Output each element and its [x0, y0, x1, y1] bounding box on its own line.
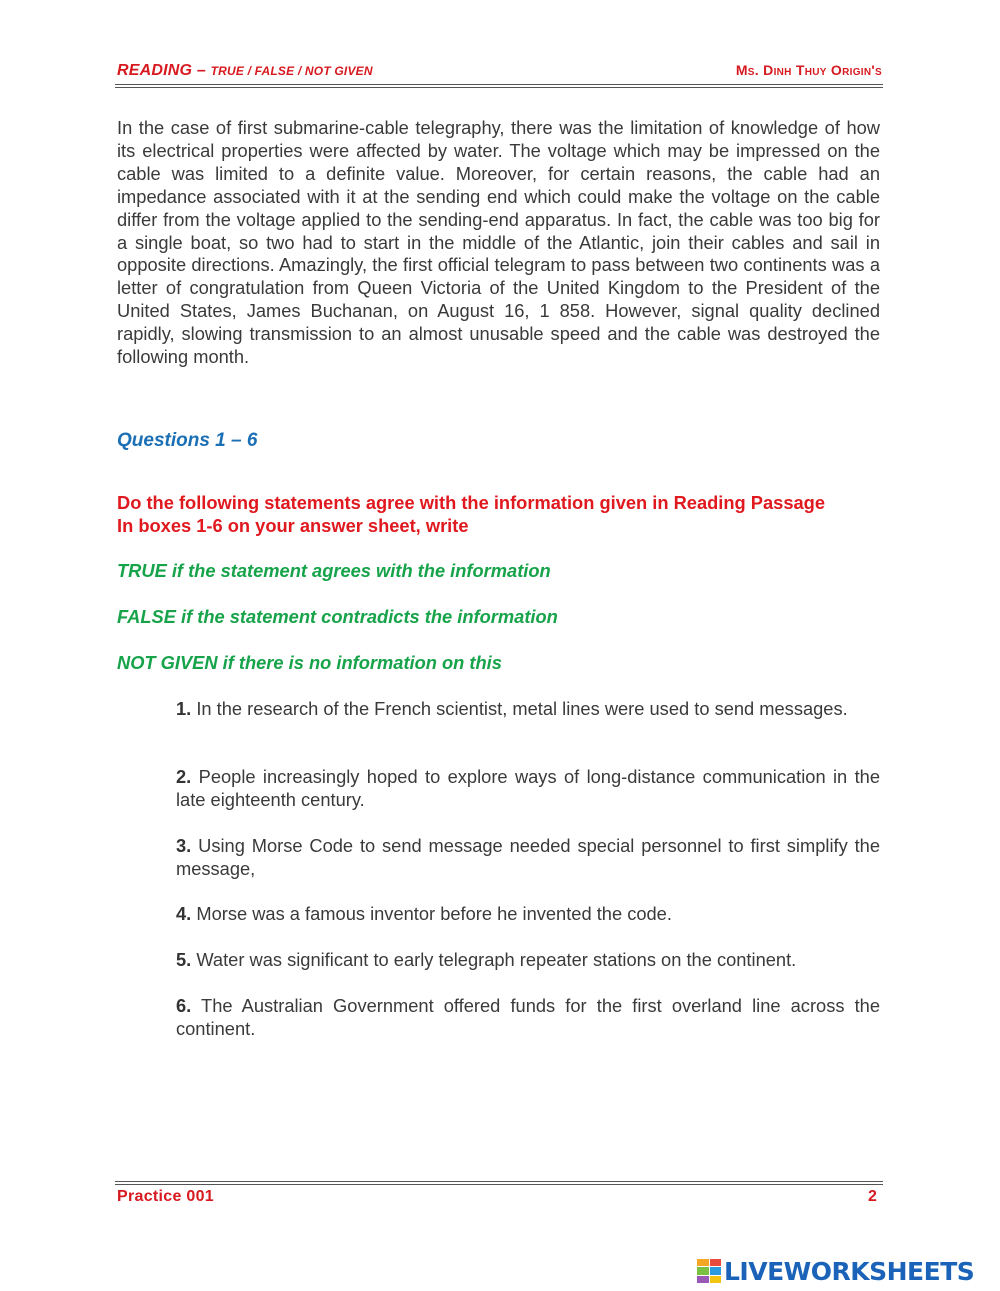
icon-block [710, 1267, 722, 1274]
legend-true: TRUE if the statement agrees with the information [117, 560, 551, 581]
page-header [117, 62, 882, 84]
statement-text: Using Morse Code to send message needed special personnel to first simplify the message, [176, 835, 880, 879]
header-title-main: READING – [117, 62, 211, 79]
statement-text: People increasingly hoped to explore ways of long-distance communication in the late eighteenth century. [176, 766, 880, 810]
statement-number: 2. [176, 766, 192, 787]
statement-number: 4. [176, 903, 192, 924]
icon-block [697, 1276, 709, 1283]
instruction-line-1: Do the following statements agree with the information given in Reading Passage [117, 492, 825, 513]
header-author: Ms. Dinh Thuy Origin's [735, 62, 882, 78]
icon-block [710, 1259, 722, 1266]
statement-number: 6. [176, 995, 192, 1016]
statement-number: 3. [176, 835, 192, 856]
legend-not-given: NOT GIVEN if there is no information on this [117, 652, 502, 673]
header-title [117, 62, 373, 80]
liveworksheets-wordmark: LIVEWORKSHEETS [724, 1256, 975, 1286]
header-divider [115, 84, 883, 88]
statement-text: In the research of the French scientist, metal lines were used to send messages. [196, 698, 848, 719]
statement-text: The Australian Government offered funds for the first overland line across the continent. [176, 995, 881, 1039]
instruction-line-2: In boxes 1-6 on your answer sheet, write [117, 515, 469, 536]
statement-4 [176, 903, 880, 926]
footer-divider [115, 1181, 883, 1185]
header-title-sub: TRUE / FALSE / NOT GIVEN [210, 64, 373, 78]
footer-practice-label: Practice 001 [117, 1188, 215, 1205]
legend-false: FALSE if the statement contradicts the information [117, 606, 558, 627]
questions-heading: Questions 1 – 6 [117, 430, 258, 451]
statement-number: 1. [176, 698, 192, 719]
page-number: 2 [868, 1188, 877, 1205]
icon-block [710, 1276, 722, 1283]
statement-6 [176, 995, 880, 1041]
statement-text: Morse was a famous inventor before he invented the code. [196, 903, 672, 924]
statement-text: Water was significant to early telegraph repeater stations on the continent. [196, 949, 797, 970]
statement-number: 5. [176, 949, 192, 970]
statement-5 [176, 949, 880, 972]
statement-3 [176, 835, 880, 881]
liveworksheets-logo [697, 1256, 974, 1286]
liveworksheets-icon [697, 1259, 721, 1283]
statement-1 [176, 698, 880, 721]
reading-passage: In the case of first submarine-cable telegraphy, there was the limitation of knowledge of how its electrical properties were affected by water. The voltage which may be impressed on the cable was limited to a definite value. Moreover, for certain reasons, the cable had an impedance associated with it at the sending end which could make the voltage on the cable differ from the voltage applied to the sending-end apparatus. In fact, the cable was too big for a single boat, so two had to start in the middle of the Atlantic, join their cables and sail in opposite directions. Amazingly, the first official telegram to pass between two continents was a letter of congratulation from Queen Victoria of the United Kingdom to the President of the United States, James Buchanan, on August 16, 1 858. However, signal quality declined rapidly, slowing transmission to an almost unusable speed and the cable was destroyed the following month. [117, 117, 880, 368]
icon-block [697, 1259, 709, 1266]
questions-instruction [117, 491, 887, 537]
statement-2 [176, 766, 880, 812]
icon-block [697, 1267, 709, 1274]
